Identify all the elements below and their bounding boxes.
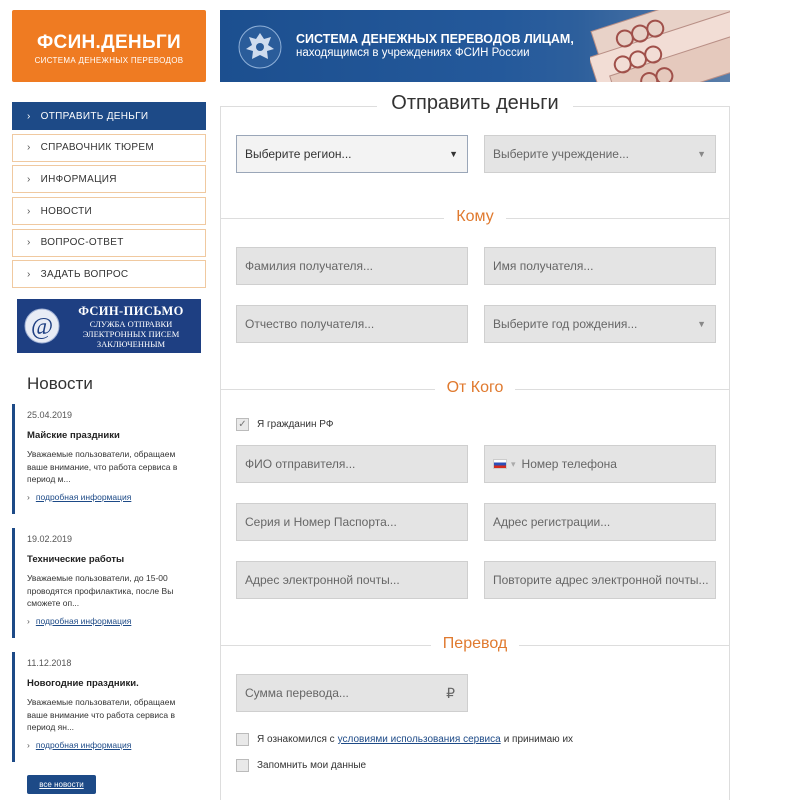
all-news-button[interactable]: все новости bbox=[27, 775, 96, 794]
terms-link[interactable]: условиями использования сервиса bbox=[337, 734, 501, 745]
sidebar-item-label: НОВОСТИ bbox=[40, 205, 93, 217]
news-body-line: ваше внимание, что работа сервиса в bbox=[27, 461, 178, 472]
news-item bbox=[12, 528, 206, 638]
phone-input[interactable]: ▾ Номер телефона bbox=[484, 445, 716, 483]
news-item bbox=[12, 404, 206, 514]
registration-address-input[interactable]: Адрес регистрации... bbox=[484, 503, 716, 541]
remember-checkbox-row[interactable] bbox=[236, 759, 366, 772]
sender-name-input[interactable]: ФИО отправителя... bbox=[236, 445, 468, 483]
citizen-checkbox[interactable]: ✓ bbox=[236, 418, 249, 431]
sidebar-item-information[interactable] bbox=[12, 165, 206, 193]
terms-text-pre: Я ознакомился с bbox=[257, 734, 335, 745]
chevron-right-icon: › bbox=[27, 491, 30, 502]
chevron-right-icon: › bbox=[27, 173, 31, 185]
at-sign-icon bbox=[23, 307, 61, 345]
banner-line-1: СИСТЕМА ДЕНЕЖНЫХ ПЕРЕВОДОВ ЛИЦАМ, bbox=[296, 32, 574, 46]
chevron-right-icon: › bbox=[27, 110, 31, 122]
email-repeat-input[interactable]: Повторите адрес электронной почты... bbox=[484, 561, 716, 599]
fsin-letter-line-3: ЗАКЛЮЧЕННЫМ bbox=[96, 338, 166, 349]
sidebar-item-label: ЗАДАТЬ ВОПРОС bbox=[40, 268, 129, 280]
news-body-line: сможете оп... bbox=[27, 598, 80, 608]
news-item bbox=[12, 652, 206, 762]
news-date: 25.04.2019 bbox=[27, 410, 73, 420]
news-body-line: проводятся профилактика, после Вы bbox=[27, 585, 174, 596]
remember-checkbox[interactable] bbox=[236, 759, 249, 772]
email-input[interactable]: Адрес электронной почты... bbox=[236, 561, 468, 599]
terms-checkbox[interactable] bbox=[236, 733, 249, 746]
chevron-right-icon: › bbox=[27, 205, 31, 217]
sidebar-item-news[interactable] bbox=[12, 197, 206, 225]
recipient-lastname-input[interactable]: Фамилия получателя... bbox=[236, 247, 468, 285]
chevron-right-icon: › bbox=[27, 237, 31, 249]
sidebar-item-ask-question[interactable] bbox=[12, 260, 206, 288]
news-body-line: Уважаемые пользователи, обращаем bbox=[27, 449, 176, 459]
sidebar-item-prison-directory[interactable] bbox=[12, 134, 206, 162]
fsin-letter-line-1: СЛУЖБА ОТПРАВКИ bbox=[89, 318, 173, 329]
citizen-label: Я гражданин РФ bbox=[257, 419, 334, 430]
recipient-patronymic-input[interactable]: Отчество получателя... bbox=[236, 305, 468, 343]
logo-title: ФСИН.ДЕНЬГИ bbox=[37, 32, 181, 53]
news-title: Майские праздники bbox=[27, 430, 120, 441]
sidebar-item-send-money[interactable] bbox=[12, 102, 206, 130]
chevron-right-icon: › bbox=[27, 615, 30, 626]
header-banner bbox=[220, 10, 730, 82]
svg-text:@: @ bbox=[30, 314, 54, 340]
passport-input[interactable]: Серия и Номер Паспорта... bbox=[236, 503, 468, 541]
section-to: Кому bbox=[444, 208, 505, 225]
sidebar-item-label: ИНФОРМАЦИЯ bbox=[40, 173, 117, 185]
region-select[interactable]: Выберите регион... ▼ bbox=[236, 135, 468, 173]
page-title: Отправить деньги bbox=[377, 92, 572, 114]
sidebar-item-label: СПРАВОЧНИК ТЮРЕМ bbox=[40, 142, 154, 154]
double-eagle-emblem-icon bbox=[238, 25, 282, 69]
fsin-letter-title: ФСИН-ПИСЬМО bbox=[78, 303, 184, 318]
dropdown-caret-icon: ▼ bbox=[449, 149, 458, 159]
institution-select[interactable]: Выберите учреждение... ▼ bbox=[484, 135, 716, 173]
amount-input[interactable]: Сумма перевода... ₽ bbox=[236, 674, 468, 712]
news-more-link[interactable]: › подробная информация bbox=[27, 615, 132, 626]
ruble-icon: ₽ bbox=[446, 685, 455, 701]
terms-text-post: и принимаю их bbox=[503, 734, 574, 745]
news-title: Технические работы bbox=[27, 554, 125, 565]
news-date: 19.02.2019 bbox=[27, 534, 73, 544]
dropdown-caret-icon: ▾ bbox=[511, 458, 516, 469]
terms-checkbox-row[interactable] bbox=[236, 733, 573, 746]
citizen-checkbox-row[interactable] bbox=[236, 418, 333, 431]
sidebar-item-label: ОТПРАВИТЬ ДЕНЬГИ bbox=[40, 110, 149, 122]
birth-year-select[interactable]: Выберите год рождения... ▼ bbox=[484, 305, 716, 343]
section-from: От Кого bbox=[435, 379, 516, 396]
news-more-link[interactable]: › подробная информация bbox=[27, 739, 132, 750]
dropdown-caret-icon: ▼ bbox=[697, 149, 706, 159]
dropdown-caret-icon: ▼ bbox=[697, 319, 706, 329]
sidebar-menu bbox=[12, 102, 206, 292]
site-logo[interactable] bbox=[12, 10, 206, 82]
chevron-right-icon: › bbox=[27, 739, 30, 750]
news-body-line: Уважаемые пользователи, обращаем bbox=[27, 697, 176, 707]
fsin-letter-banner[interactable] bbox=[17, 299, 201, 353]
news-more-link[interactable]: › подробная информация bbox=[27, 491, 132, 502]
sidebar-item-label: ВОПРОС-ОТВЕТ bbox=[40, 237, 124, 249]
news-date: 11.12.2018 bbox=[27, 658, 72, 668]
news-body-line: ваше внимание что работа сервиса в bbox=[27, 709, 176, 720]
chevron-right-icon: › bbox=[27, 142, 31, 154]
news-title: Новогодние праздники. bbox=[27, 678, 139, 689]
send-money-form bbox=[220, 92, 730, 800]
section-transfer: Перевод bbox=[431, 635, 519, 652]
banknotes-image-icon bbox=[590, 10, 730, 82]
recipient-firstname-input[interactable]: Имя получателя... bbox=[484, 247, 716, 285]
remember-label: Запомнить мои данные bbox=[257, 760, 367, 771]
news-body-line: Уважаемые пользователи, до 15-00 bbox=[27, 573, 168, 583]
chevron-right-icon: › bbox=[27, 268, 31, 280]
fsin-letter-line-2: ЭЛЕКТРОННЫХ ПИСЕМ bbox=[82, 328, 180, 339]
banner-line-2: находящимся в учреждениях ФСИН России bbox=[296, 47, 530, 59]
russia-flag-icon[interactable] bbox=[493, 459, 507, 469]
sidebar-item-faq[interactable] bbox=[12, 229, 206, 257]
news-body-line: период м... bbox=[27, 474, 71, 484]
news-body-line: период ян... bbox=[27, 722, 75, 732]
logo-subtitle: СИСТЕМА ДЕНЕЖНЫХ ПЕРЕВОДОВ bbox=[34, 56, 184, 65]
news-heading: Новости bbox=[27, 374, 93, 393]
